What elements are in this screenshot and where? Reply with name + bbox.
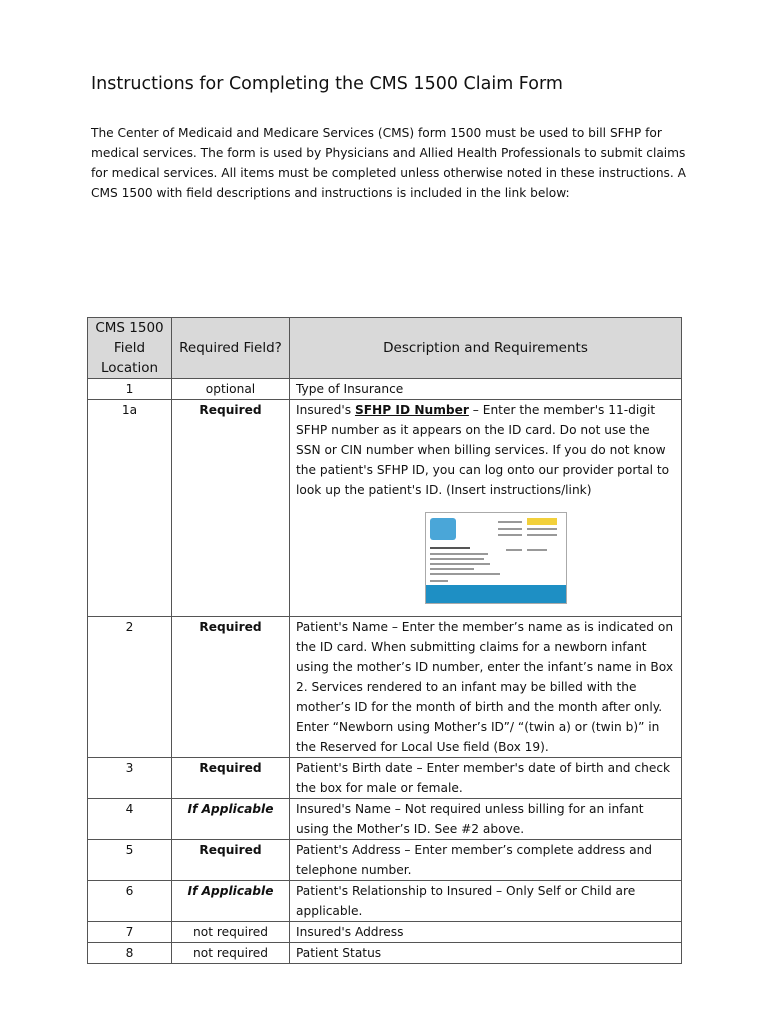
required-status: Required bbox=[172, 758, 290, 799]
required-status: not required bbox=[172, 922, 290, 943]
table-row bbox=[88, 379, 682, 400]
field-description: Patient Status bbox=[290, 943, 682, 964]
table-row bbox=[88, 922, 682, 943]
header-field-location: CMS 1500 Field Location bbox=[88, 318, 172, 379]
required-status: not required bbox=[172, 943, 290, 964]
required-status: Required bbox=[172, 400, 290, 617]
field-location: 8 bbox=[88, 943, 172, 964]
page-title: Instructions for Completing the CMS 1500 Claim Form bbox=[91, 74, 563, 94]
required-status: optional bbox=[172, 379, 290, 400]
sfhp-id-emphasis: SFHP ID Number bbox=[354, 403, 469, 417]
field-location: 6 bbox=[88, 881, 172, 922]
table-row bbox=[88, 881, 682, 922]
table-row bbox=[88, 799, 682, 840]
field-description: Insured's Address bbox=[290, 922, 682, 943]
id-card-image bbox=[425, 512, 567, 604]
field-location: 2 bbox=[88, 617, 172, 758]
header-description: Description and Requirements bbox=[290, 318, 682, 379]
table-row bbox=[88, 943, 682, 964]
required-status: If Applicable bbox=[172, 799, 290, 840]
table-row bbox=[88, 758, 682, 799]
card-logo-icon bbox=[430, 518, 456, 540]
desc-rest: – Enter the member's 11-digit SFHP number as it appears on the ID card. Do not use the SSN or CIN number when billing services. If you do not know the patient's SFHP ID, you can log onto our provider portal to look up the patient's ID. (Insert instructions/link) bbox=[296, 403, 670, 497]
field-description: Patient's Birth date – Enter member's date of birth and check the box for male or female. bbox=[290, 758, 682, 799]
table-row bbox=[88, 400, 682, 617]
field-location: 4 bbox=[88, 799, 172, 840]
table-row bbox=[88, 617, 682, 758]
header-required: Required Field? bbox=[172, 318, 290, 379]
field-location: 1 bbox=[88, 379, 172, 400]
field-location: 3 bbox=[88, 758, 172, 799]
field-location: 7 bbox=[88, 922, 172, 943]
field-description: Insured's Name – Not required unless billing for an infant using the Mother’s ID. See #2 above. bbox=[290, 799, 682, 840]
field-description bbox=[290, 400, 682, 617]
field-description: Patient's Address – Enter member’s complete address and telephone number. bbox=[290, 840, 682, 881]
claim-fields-table bbox=[87, 317, 682, 964]
field-description: Patient's Relationship to Insured – Only Self or Child are applicable. bbox=[290, 881, 682, 922]
field-location: 5 bbox=[88, 840, 172, 881]
field-description: Type of Insurance bbox=[290, 379, 682, 400]
required-status: Required bbox=[172, 840, 290, 881]
desc-prefix: Insured's bbox=[296, 403, 355, 417]
required-status: If Applicable bbox=[172, 881, 290, 922]
field-description: Patient's Name – Enter the member’s name as is indicated on the ID card. When submitting claims for a newborn infant using the mother’s ID number, enter the infant’s name in Box 2. Services rendered to an infant may be billed with the mother’s ID for the month of birth and the month after only. Enter “Newborn using Mother’s ID”/ “(twin a) or (twin b)” in the Reserved for Local Use field (Box 19). bbox=[290, 617, 682, 758]
table-header-row bbox=[88, 318, 682, 379]
table-row bbox=[88, 840, 682, 881]
intro-paragraph: The Center of Medicaid and Medicare Services (CMS) form 1500 must be used to bill SFHP for medical services. The form is used by Physicians and Allied Health Professionals to submit claims for medical services. All items must be completed unless otherwise noted in these instructions. A CMS 1500 with field descriptions and instructions is included in the link below: bbox=[91, 126, 686, 200]
required-status: Required bbox=[172, 617, 290, 758]
field-location: 1a bbox=[88, 400, 172, 617]
